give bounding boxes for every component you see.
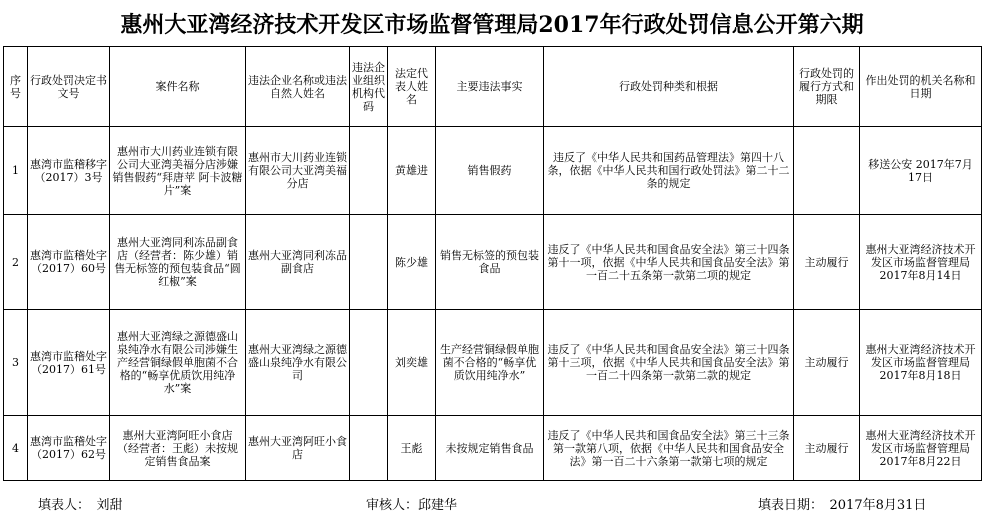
cell-case-name: 惠州大亚湾绿之源德盛山泉纯净水有限公司涉嫌生产经营铜绿假单胞菌不合格的“畅享优质饮用纯净水”案	[110, 310, 246, 416]
cell-seq: 3	[4, 310, 28, 416]
header-org-code: 违法企业组织机构代码	[350, 47, 388, 127]
cell-penalty: 违反了《中华人民共和国食品安全法》第三十三条第一款第八项，依据《中华人民共和国食品安全法》第一百二十六条第一款第七项的规定	[544, 416, 794, 481]
footer	[0, 490, 984, 516]
header-row	[4, 47, 982, 127]
header-seq: 序号	[4, 47, 28, 127]
table-row	[4, 215, 982, 310]
cell-execution	[794, 127, 860, 215]
header-doc-no: 行政处罚决定书文号	[28, 47, 110, 127]
cell-authority: 惠州大亚湾经济技术开发区市场监督管理局 2017年8月22日	[860, 416, 982, 481]
cell-legal-rep: 陈少雄	[388, 215, 436, 310]
cell-execution: 主动履行	[794, 310, 860, 416]
header-penalty: 行政处罚种类和根据	[544, 47, 794, 127]
cell-seq: 1	[4, 127, 28, 215]
cell-case-name: 惠州市大川药业连锁有限公司大亚湾美福分店涉嫌销售假药“拜唐苹 阿卡波糖片”案	[110, 127, 246, 215]
header-legal-rep: 法定代表人姓名	[388, 47, 436, 127]
cell-org-code	[350, 215, 388, 310]
header-authority: 作出处罚的机关名称和日期	[860, 47, 982, 127]
header-party-name: 违法企业名称或违法自然人姓名	[246, 47, 350, 127]
cell-party-name: 惠州大亚湾绿之源德盛山泉纯净水有限公司	[246, 310, 350, 416]
cell-legal-rep: 刘奕雄	[388, 310, 436, 416]
filler-label: 填表人： 刘甜	[38, 498, 123, 513]
header-execution: 行政处罚的履行方式和期限	[794, 47, 860, 127]
document-title: 惠州大亚湾经济技术开发区市场监督管理局2017年行政处罚信息公开第六期	[120, 11, 864, 38]
cell-penalty: 违反了《中华人民共和国药品管理法》第四十八条，依据《中华人民共和国行政处罚法》第二十二条的规定	[544, 127, 794, 215]
cell-execution: 主动履行	[794, 416, 860, 481]
cell-facts: 销售假药	[436, 127, 544, 215]
cell-org-code	[350, 310, 388, 416]
cell-doc-no: 惠湾市监稽处字（2017）62号	[28, 416, 110, 481]
cell-facts: 未按规定销售食品	[436, 416, 544, 481]
cell-party-name: 惠州大亚湾同利冻品副食店	[246, 215, 350, 310]
cell-seq: 2	[4, 215, 28, 310]
cell-org-code	[350, 127, 388, 215]
penalty-table	[3, 46, 982, 481]
cell-org-code	[350, 416, 388, 481]
table-row	[4, 416, 982, 481]
cell-authority: 惠州大亚湾经济技术开发区市场监督管理局 2017年8月18日	[860, 310, 982, 416]
cell-case-name: 惠州大亚湾阿旺小食店（经营者：王彪）未按规定销售食品案	[110, 416, 246, 481]
reviewer-label: 审核人：邱建华	[366, 498, 458, 513]
cell-doc-no: 惠湾市监稽移字（2017）3号	[28, 127, 110, 215]
cell-seq: 4	[4, 416, 28, 481]
cell-legal-rep: 黄雄进	[388, 127, 436, 215]
cell-doc-no: 惠湾市监稽处字（2017）60号	[28, 215, 110, 310]
fill-date-label: 填表日期： 2017年8月31日	[758, 498, 927, 513]
cell-penalty: 违反了《中华人民共和国食品安全法》第三十四条第十三项，依据《中华人民共和国食品安全法》第一百二十四条第一款第二款的规定	[544, 310, 794, 416]
cell-party-name: 惠州大亚湾阿旺小食店	[246, 416, 350, 481]
cell-doc-no: 惠湾市监稽处字（2017）61号	[28, 310, 110, 416]
header-facts: 主要违法事实	[436, 47, 544, 127]
cell-facts: 销售无标签的预包装食品	[436, 215, 544, 310]
cell-case-name: 惠州大亚湾同利冻品副食店（经营者：陈少雄）销售无标签的预包装食品“圆红椒”案	[110, 215, 246, 310]
cell-execution: 主动履行	[794, 215, 860, 310]
table-row	[4, 310, 982, 416]
cell-facts: 生产经营铜绿假单胞菌不合格的“畅享优质饮用纯净水”	[436, 310, 544, 416]
header-case-name: 案件名称	[110, 47, 246, 127]
table-row	[4, 127, 982, 215]
cell-authority: 惠州大亚湾经济技术开发区市场监督管理局 2017年8月14日	[860, 215, 982, 310]
cell-penalty: 违反了《中华人民共和国食品安全法》第三十四条第十一项，依据《中华人民共和国食品安全法》第一百二十五条第一款第二项的规定	[544, 215, 794, 310]
cell-party-name: 惠州市大川药业连锁有限公司大亚湾美福分店	[246, 127, 350, 215]
cell-authority: 移送公安 2017年7月17日	[860, 127, 982, 215]
cell-legal-rep: 王彪	[388, 416, 436, 481]
